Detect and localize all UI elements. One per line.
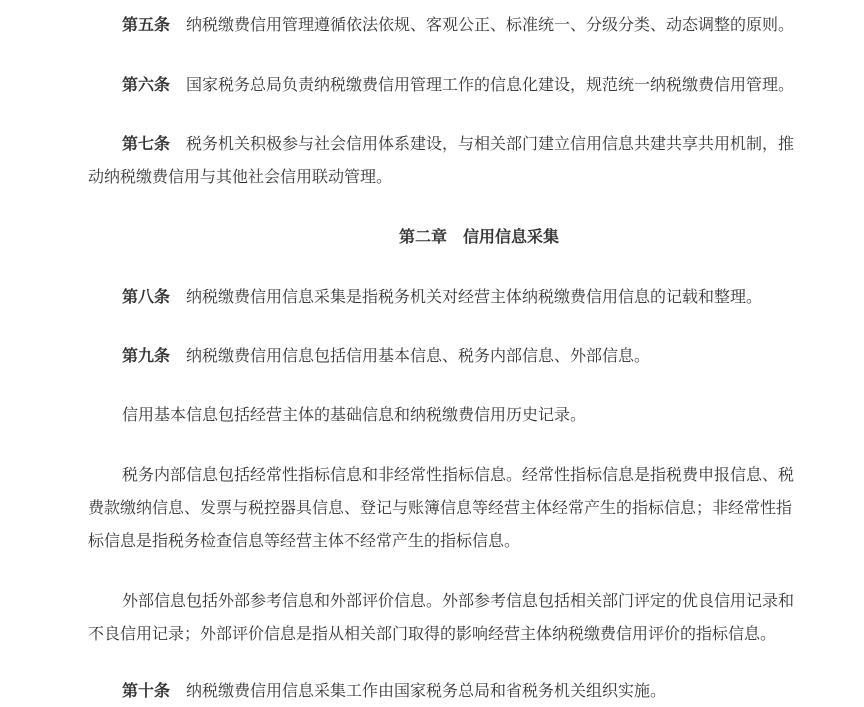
article-5 — [88, 8, 804, 41]
article-8 — [88, 280, 804, 313]
article-10 — [88, 674, 804, 707]
article-6-text: 国家税务总局负责纳税缴费信用管理工作的信息化建设，规范统一纳税缴费信用管理。 — [186, 75, 795, 94]
article-8-label: 第八条 — [122, 287, 171, 306]
article-7-label: 第七条 — [122, 134, 171, 153]
chapter-2-number: 第二章 — [398, 227, 447, 246]
article-9-text: 纳税缴费信用信息包括信用基本信息、税务内部信息、外部信息。 — [186, 346, 651, 365]
chapter-2-heading — [47, 220, 864, 253]
article-9-label: 第九条 — [122, 346, 171, 365]
article-7 — [88, 127, 804, 193]
article-9 — [88, 339, 804, 372]
paragraph-internal-info: 税务内部信息包括经常性指标信息和非经常性指标信息。经常性指标信息是指税费申报信息、税费款缴纳信息、发票与税控器具信息、登记与账簿信息等经营主体经常产生的指标信息；非经常性指标信息是指税务检查信息等经营主体不经常产生的指标信息。 — [88, 465, 795, 550]
article-5-label: 第五条 — [122, 15, 171, 34]
article-6 — [88, 68, 804, 101]
article-10-label: 第十条 — [122, 681, 171, 700]
article-10-text: 纳税缴费信用信息采集工作由国家税务总局和省税务机关组织实施。 — [186, 681, 667, 700]
chapter-2-title: 信用信息采集 — [463, 227, 560, 246]
article-8-text: 纳税缴费信用信息采集是指税务机关对经营主体纳税缴费信用信息的记载和整理。 — [186, 287, 763, 306]
article-6-label: 第六条 — [122, 75, 171, 94]
paragraph-external-info: 外部信息包括外部参考信息和外部评价信息。外部参考信息包括相关部门评定的优良信用记录和不良信用记录；外部评价信息是指从相关部门取得的影响经营主体纳税缴费信用评价的指标信息。 — [88, 591, 795, 643]
paragraph-basic-info: 信用基本信息包括经营主体的基础信息和纳税缴费信用历史记录。 — [122, 405, 587, 424]
article-7-text: 税务机关积极参与社会信用体系建设，与相关部门建立信用信息共建共享共用机制，推动纳税缴费信用与其他社会信用联动管理。 — [88, 134, 795, 186]
article-5-text: 纳税缴费信用管理遵循依法依规、客观公正、标准统一、分级分类、动态调整的原则。 — [186, 15, 795, 34]
